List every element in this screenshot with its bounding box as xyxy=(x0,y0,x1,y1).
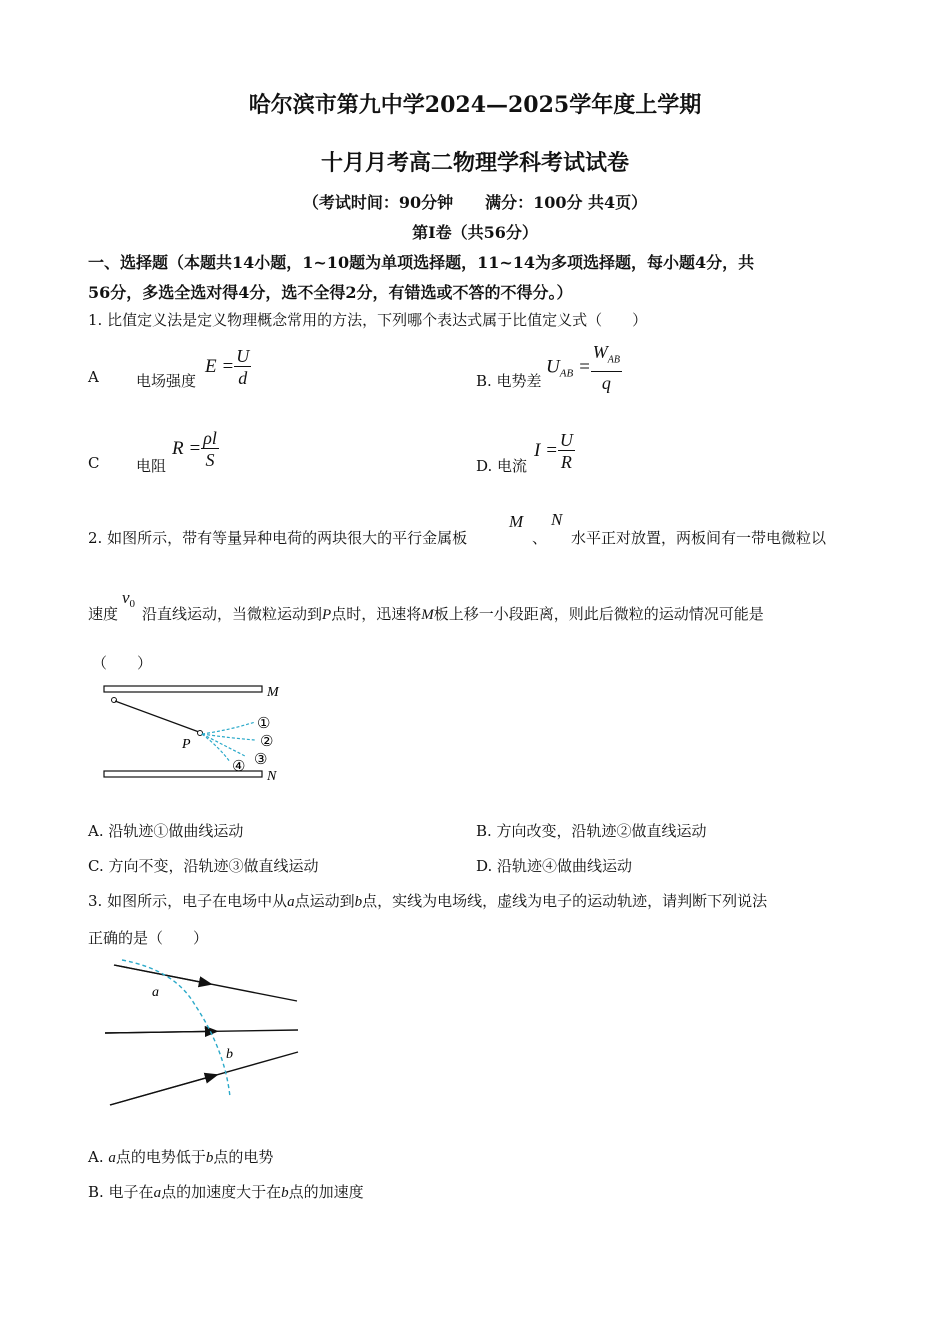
field-arrow-1 xyxy=(114,965,210,984)
q1-option-b-label: B. 电势差 xyxy=(476,372,542,390)
q1-option-c-formula: R = $\frac{\rho l}{S}$ xyxy=(172,428,217,470)
q2-line2-b: 沿直线运动，当微粒运动到P点时，迅速将M板上移一小段距离，则此后微粒的运动情况可能是 xyxy=(142,605,764,623)
q1-option-a-label: 电场强度 xyxy=(136,372,197,390)
label-4: ④ xyxy=(232,759,246,775)
q3-figure xyxy=(100,955,305,1115)
q3-stem: 3. 如图所示，电子在电场中从a点运动到b点，实线为电场线，虚线为电子的运动轨迹，请判断下列说法 xyxy=(88,892,768,910)
q2-figure xyxy=(95,680,295,790)
label-1: ① xyxy=(257,716,271,732)
trajectory-1 xyxy=(202,722,255,734)
q2-option-b: B. 方向改变，沿轨迹②做直线运动 xyxy=(476,822,707,840)
q1-option-a-formula: E = $\frac{U}{d}$ xyxy=(205,346,250,388)
label-n: N xyxy=(267,769,277,784)
q2-stem-a: 2. 如图所示，带有等量异种电荷的两块很大的平行金属板 xyxy=(88,529,468,547)
exam-info: （考试时间：90分钟 满分：100分 共4页） xyxy=(302,193,648,212)
label-p: P xyxy=(182,737,191,752)
q2-answer-paren: （ ） xyxy=(92,654,153,672)
q2-symbol-m: M xyxy=(509,512,524,531)
q1-stem: 1. 比值定义法是定义物理概念常用的方法，下列哪个表达式属于比值定义式（ ） xyxy=(88,311,648,329)
section1-line1: 一、选择题（本题共14小题，1~10题为单项选择题，11~14为多项选择题，每小题4分，共 xyxy=(88,253,755,272)
field-arrow-2 xyxy=(105,1031,216,1033)
label-2: ② xyxy=(260,734,274,750)
q3-option-a: A. a点的电势低于b点的电势 xyxy=(88,1148,274,1166)
exam-title-line2: 十月月考高二物理学科考试试卷 xyxy=(320,150,629,176)
trajectory-2 xyxy=(202,734,255,740)
label-a: a xyxy=(152,985,159,1000)
label-b: b xyxy=(226,1047,233,1062)
q3-stem-line2: 正确的是（ ） xyxy=(88,929,209,947)
q1-option-c-label: 电阻 xyxy=(136,457,167,475)
straight-path xyxy=(115,701,199,732)
q2-v0: $v_0$ xyxy=(122,588,136,611)
volume-heading: 第Ⅰ卷（共56分） xyxy=(412,223,538,242)
exam-title-line1: 哈尔滨市第九中学2024—2025学年度上学期 xyxy=(248,92,702,118)
q2-option-a: A. 沿轨迹①做曲线运动 xyxy=(88,822,244,840)
label-3: ③ xyxy=(254,752,268,768)
q2-option-d: D. 沿轨迹④做曲线运动 xyxy=(476,857,633,875)
q2-line2-a: 速度 xyxy=(88,605,119,623)
section1-line2: 56分，多选全选对得4分，选不全得2分，有错选或不答的不得分。） xyxy=(88,283,573,302)
q3-option-b: B. 电子在a点的加速度大于在b点的加速度 xyxy=(88,1183,364,1201)
plate-m xyxy=(104,686,262,692)
trajectory-4 xyxy=(202,734,230,762)
q2-separator: 、 xyxy=(532,529,548,547)
q2-stem-b: 水平正对放置，两板间有一带电微粒以 xyxy=(571,529,827,547)
q1-option-b-formula: $U_{AB}$ = $\frac{W_{AB}}{q}$ xyxy=(546,342,620,393)
label-m: M xyxy=(267,685,279,700)
point-p xyxy=(198,731,203,736)
q2-symbol-n: N xyxy=(551,510,563,529)
q1-option-a-letter: A xyxy=(88,368,99,386)
q2-option-c: C. 方向不变，沿轨迹③做直线运动 xyxy=(88,857,319,875)
field-arrow-3 xyxy=(110,1075,216,1105)
q1-option-d-formula: I = $\frac{U}{R}$ xyxy=(534,430,573,472)
q1-option-c-letter: C xyxy=(88,454,100,472)
q1-option-d-label: D. 电流 xyxy=(476,457,528,475)
